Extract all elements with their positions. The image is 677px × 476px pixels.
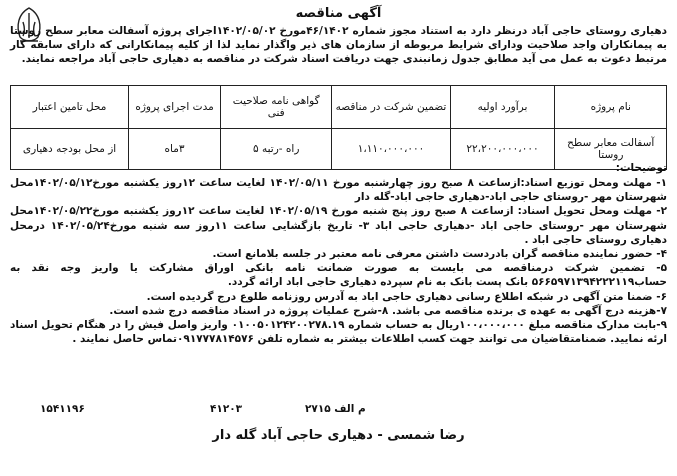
page-title: آگهی مناقصه bbox=[295, 6, 382, 21]
table-header-row bbox=[11, 86, 667, 129]
note-item: ۱- مهلت ومحل توزیع اسناد:ازساعت ۸ صبح روز چهارشنبه مورخ ۱۴۰۲/۰۵/۱۱ لغایت ساعت ۱۲روز یکشنبه مورخ۱۴۰۲/۰۵/۱۲محل شهرستان مهر -روستای حاجی اباد-دهیاری حاجی اباد-گله دار bbox=[10, 177, 667, 204]
reference-numbers bbox=[40, 403, 667, 417]
table-cell: ۱،۱۱۰،۰۰۰،۰۰۰ bbox=[332, 129, 450, 170]
column-header: محل تامین اعتبار bbox=[11, 86, 129, 129]
note-item: ۹-بابت مدارک مناقصه مبلغ ۱۰۰،۰۰۰،۰۰۰ریال به حساب شماره ۰۱۰۰۵۰۱۲۴۲۰۰۲۷۸.۱۹ واریز واصل فیش را در هنگام تحویل اسناد ارئه نمایید. ضمنامتقاضیان می توانند جهت کسب اطلاعات بیشتر به شماره تلفن ۰۹۱۷۷۷۸۱۴۵۷۶تماس حاصل نمایند . bbox=[10, 319, 667, 346]
intro-paragraph: دهیاری روستای حاجی آباد درنظر دارد به استناد مجوز شماره ۴۶/۱۴۰۲مورخ ۱۴۰۲/۰۵/۰۲اجرای پروژه آسفالت معابر سطح روستا به پیمانکاران واجد صلاحیت ودارای شرایط مربوطه از سازمان های ذیر واگذار نماید لذا از کلیه پیمانکارانی که دارای سابقه کار مرتبط دعوت به عمل می آید مطابق جدول زمانبندی جهت دریافت اسناد شرکت در مناقصه به دهیاری حاجی آباد مراجعه نمایند. bbox=[10, 25, 667, 65]
notes-list bbox=[10, 176, 667, 346]
table-cell: ۳ماه bbox=[129, 129, 221, 170]
table-row bbox=[11, 129, 667, 170]
column-header: تضمین شرکت در مناقصه bbox=[332, 86, 450, 129]
column-header: مدت اجرای پروژه bbox=[129, 86, 221, 129]
table-cell: آسفالت معابر سطح روستا bbox=[555, 129, 667, 170]
signature-line: رضا شمسی - دهیاری حاجی آباد گله دار bbox=[212, 428, 465, 443]
reference-number-left: ۱۵۴۱۱۹۶ bbox=[40, 403, 85, 415]
note-item: ۷-هزینه درج آگهی به عهده ی برنده مناقصه می باشد. ۸-شرح عملیات پروژه در اسناد مناقصه درج شده است. bbox=[109, 304, 667, 317]
column-header: نام پروژه bbox=[555, 86, 667, 129]
column-header: گواهی نامه صلاحیت فنی bbox=[220, 86, 332, 129]
note-item: ۵- تضمین شرکت درمناقصه می بایست به صورت ضمانت نامه بانکی اوراق مشارکت یا واریز وجه نقد به حساب۵۶۶۵۹۷۱۳۹۴۲۲۲۱۱۹ بانک پست بانک به نام سپرده دهیاری حاجی اباد ارائه گردد. bbox=[10, 262, 667, 289]
note-item: ۲- مهلت ومحل تحویل اسناد: ازساعت ۸ صبح روز پنج شنبه مورخ ۱۴۰۲/۰۵/۱۹ لغایت ساعت ۱۲روز یکشنبه مورخ۱۴۰۲/۰۵/۲۲محل شهرستان مهر -روستای حاجی اباد -دهیاری حاجی اباد ۳- تاریخ بازگشایی ساعت ۱۱روز سه شنبه مورخ۱۴۰۲/۰۵/۲۴ درمحل دهیاری روستای حاجی اباد . bbox=[10, 205, 667, 246]
table-cell: از محل بودجه دهیاری bbox=[11, 129, 129, 170]
note-item: ۶- ضمنا متن آگهی در شبکه اطلاع رسانی دهیاری حاجی اباد به آدرس روزنامه طلوع درج گردیده است. bbox=[146, 290, 667, 303]
notes-heading: توضیحات: bbox=[615, 162, 667, 174]
note-item: ۴- حضور نماینده مناقصه گران بادردست داشتن معرفی نامه معتبر در جلسه بلامانع است. bbox=[212, 248, 667, 261]
reference-number-right: ۲۷۱۵ م الف bbox=[305, 403, 366, 415]
reference-number-middle: ۴۱۲۰۳ bbox=[210, 403, 243, 415]
project-table bbox=[10, 85, 667, 170]
table-cell: راه -رتبه ۵ bbox=[220, 129, 332, 170]
column-header: برآورد اولیه bbox=[450, 86, 555, 129]
table-cell: ۲۲،۲۰۰،۰۰۰،۰۰۰ bbox=[450, 129, 555, 170]
